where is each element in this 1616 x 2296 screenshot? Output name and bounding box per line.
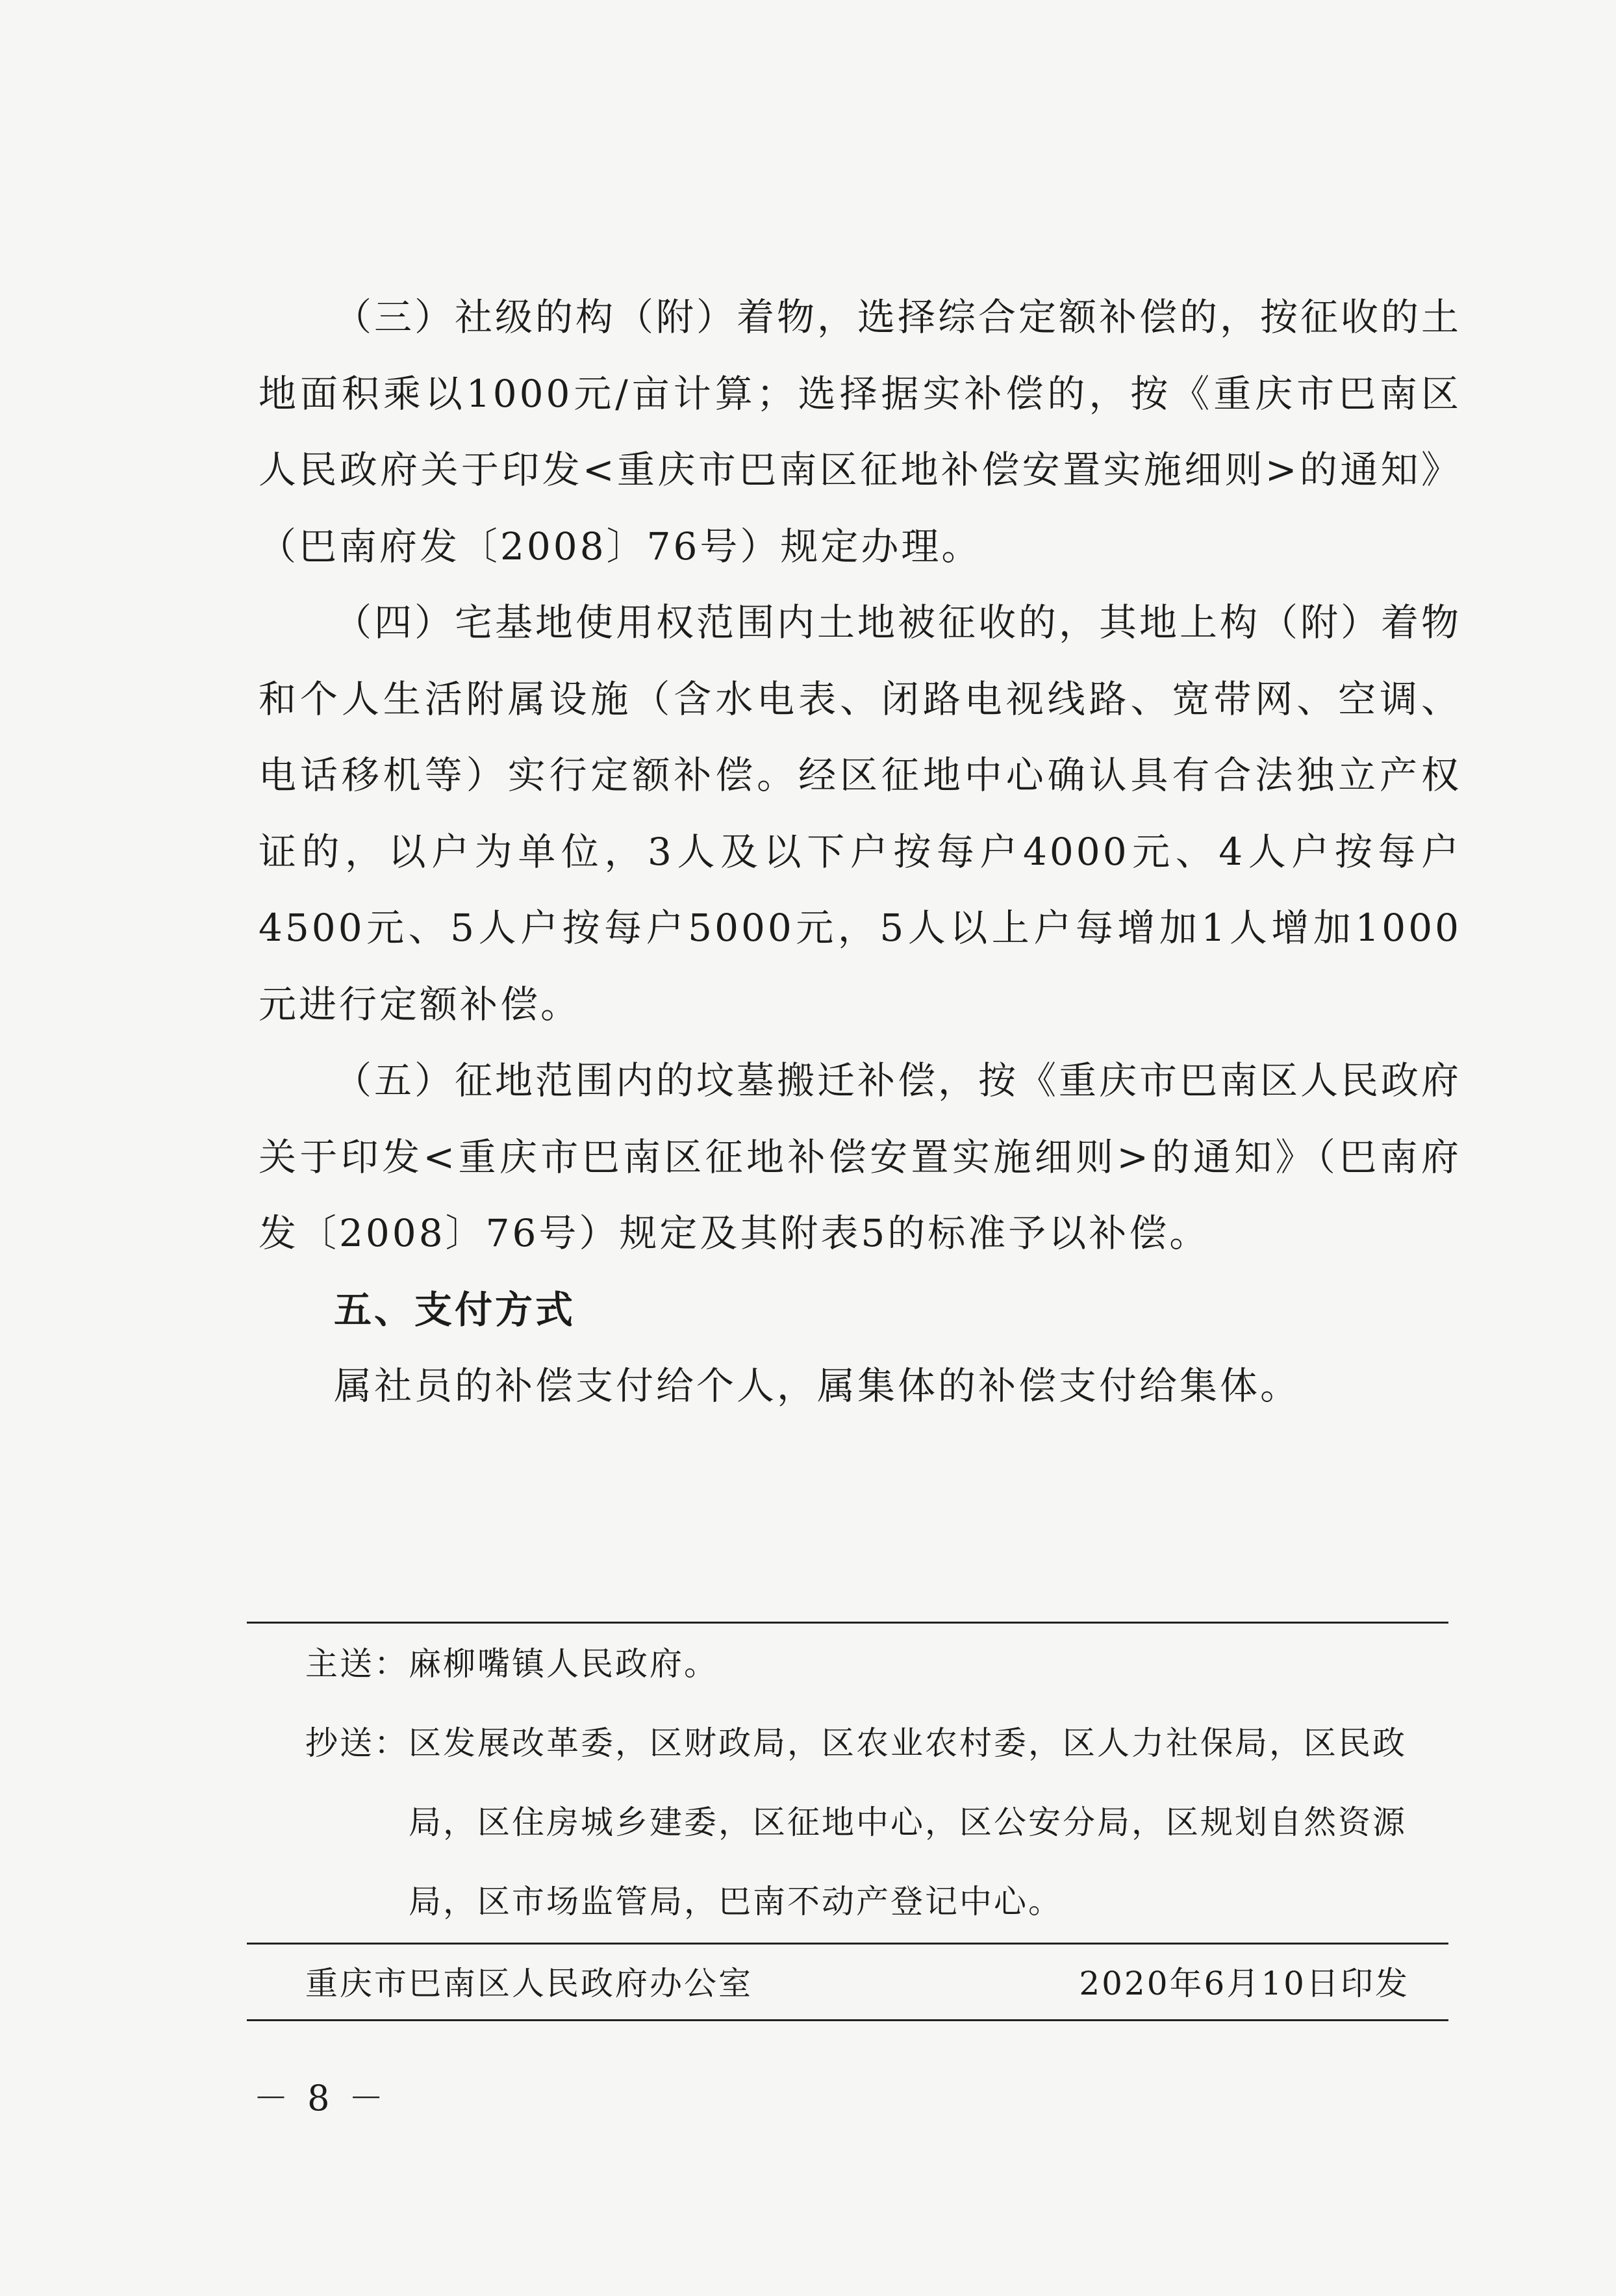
section-heading-payment: 五、支付方式 — [334, 1287, 576, 1332]
cc-recipient-label: 抄送： — [305, 1724, 409, 1762]
paragraph-item-5: （五）征地范围内的坟墓搬迁补偿，按《重庆市巴南区人民政府关于印发<重庆市巴南区征地补偿安置实施细则>的通知》（巴南府发〔2008〕76号）规定及其附表5的标准予以补偿。 — [259, 1058, 1462, 1255]
distribution-block — [305, 1624, 1455, 1941]
divider-middle — [247, 1943, 1448, 1945]
main-recipient-row — [305, 1624, 1455, 1703]
divider-bottom — [247, 2019, 1448, 2021]
document-body — [259, 279, 1461, 1425]
paragraph-item-4: （四）宅基地使用权范围内土地被征收的，其地上构（附）着物和个人生活附属设施（含水电表、闭路电视线路、宽带网、空调、电话移机等）实行定额补偿。经区征地中心确认具有合法独立产权证的，以户为单位，3人及以下户按每户4000元、4人户按每户4500元、5人户按每户5000元，5人以上户每增加1人增加1000元进行定额补偿。 — [259, 600, 1462, 1027]
issuer-name: 重庆市巴南区人民政府办公室 — [305, 1965, 753, 2002]
main-recipient-text: 麻柳嘴镇人民政府。 — [409, 1645, 718, 1683]
cc-recipient-row — [305, 1703, 1455, 1941]
divider-top — [247, 1622, 1448, 1624]
section-text-payment: 属社员的补偿支付给个人，属集体的补偿支付给集体。 — [334, 1364, 1301, 1408]
paragraph-item-3: （三）社级的构（附）着物，选择综合定额补偿的，按征收的土地面积乘以1000元/亩计算；选择据实补偿的，按《重庆市巴南区人民政府关于印发<重庆市巴南区征地补偿安置实施细则>的通知》（巴南府发〔2008〕76号）规定办理。 — [259, 295, 1462, 568]
page-number: － 8 － — [253, 2078, 388, 2119]
issue-date: 2020年6月10日印发 — [1079, 1965, 1409, 2002]
main-recipient-label: 主送： — [305, 1645, 409, 1683]
issuer-row — [305, 1954, 1409, 2013]
cc-recipient-text: 区发展改革委，区财政局，区农业农村委，区人力社保局，区民政局，区住房城乡建委，区征地中心，区公安分局，区规划自然资源局，区市场监管局，巴南不动产登记中心。 — [409, 1724, 1407, 1920]
